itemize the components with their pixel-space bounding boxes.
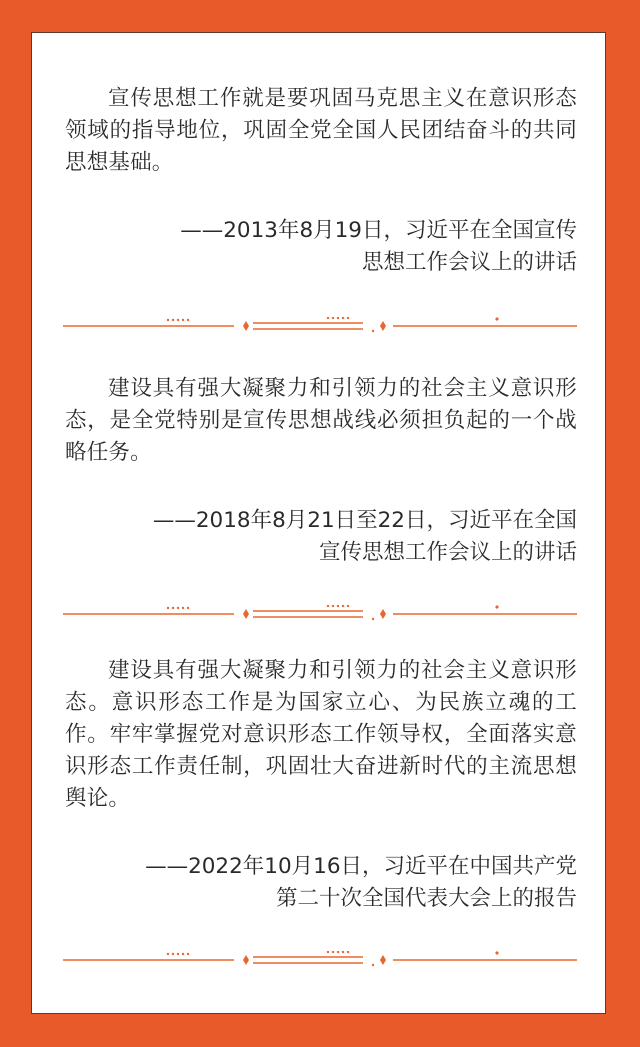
source-line: ——2018年8月21日至22日，习近平在全国	[152, 508, 577, 533]
source-line: ——2022年10月16日，习近平在中国共产党	[145, 854, 577, 879]
quote-text: 宣传思想工作就是要巩固马克思主义在意识形态领域的指导地位，巩固全党全国人民团结奋斗的共同思想基础。	[65, 86, 577, 175]
source-line: ——2013年8月19日，习近平在全国宣传	[180, 218, 577, 243]
quote-block-2	[65, 373, 577, 569]
quote-source	[65, 215, 577, 279]
quote-block-1	[65, 83, 577, 279]
quote-source	[65, 505, 577, 569]
divider-ornament-icon	[63, 951, 577, 967]
quote-text: 建设具有强大凝聚力和引领力的社会主义意识形态。意识形态工作是为国家立心、为民族立魂的工作。牢牢掌握党对意识形态工作领导权，全面落实意识形态工作责任制，巩固壮大奋进新时代的主流思想舆论。	[65, 658, 577, 811]
ornamental-divider	[63, 605, 577, 621]
source-line: 第二十次全国代表大会上的报告	[275, 886, 577, 911]
source-line: 思想工作会议上的讲话	[361, 250, 577, 275]
quote-card	[31, 32, 606, 1014]
ornamental-divider	[63, 317, 577, 333]
source-line: 宣传思想工作会议上的讲话	[318, 540, 577, 565]
quote-text: 建设具有强大凝聚力和引领力的社会主义意识形态，是全党特别是宣传思想战线必须担负起的一个战略任务。	[65, 376, 577, 465]
divider-ornament-icon	[63, 317, 577, 333]
ornamental-divider	[63, 951, 577, 967]
quote-source	[65, 851, 577, 915]
divider-ornament-icon	[63, 605, 577, 621]
quote-block-3	[65, 655, 577, 915]
